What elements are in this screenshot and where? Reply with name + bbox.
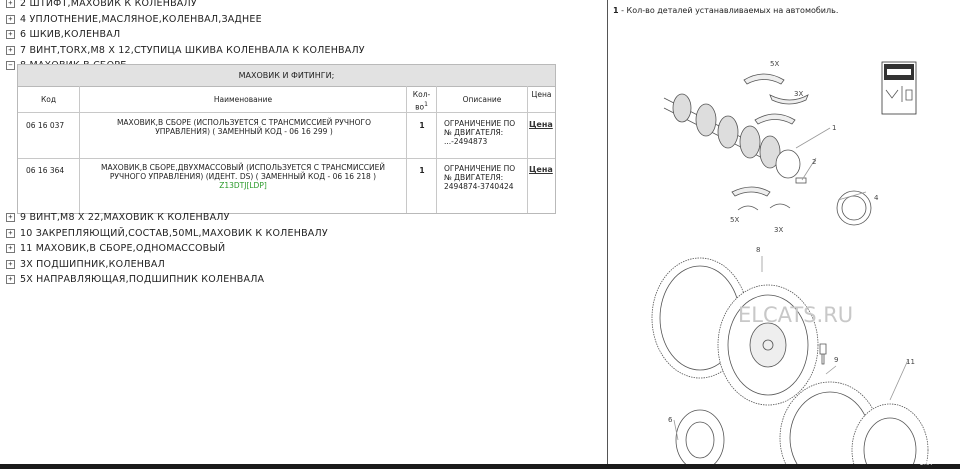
callout-label: 11 [906,358,915,366]
callout-label: 9 [834,356,839,364]
watermark: ELCATS.RU [738,303,854,327]
expand-icon[interactable]: + [6,260,15,269]
tree-item-label[interactable]: 11 МАХОВИК,В СБОРЕ,ОДНОМАССОВЫЙ [20,243,226,254]
row-1-qty: 1 [419,121,425,130]
tree-item-4[interactable] [6,12,365,28]
column-divider [79,86,80,213]
row-1-code[interactable]: 06 16 037 [26,121,65,130]
expand-icon[interactable]: + [6,244,15,253]
thrust-washer [738,206,758,210]
expand-icon[interactable]: + [6,15,15,24]
callout-label: 5X [730,216,740,224]
tree-item-11[interactable] [6,241,328,257]
bearing-shell [755,114,795,124]
row-divider [18,158,555,159]
qty-footnote-mark: 1 [424,101,428,108]
thrust-washer [770,204,790,208]
expand-icon[interactable]: + [6,275,15,284]
parts-tree-top [6,0,365,74]
callout-label: 5X [770,60,780,68]
expand-icon[interactable]: + [6,213,15,222]
expand-icon[interactable]: + [6,30,15,39]
tree-item-label[interactable]: 4 УПЛОТНЕНИЕ,МАСЛЯНОЕ,КОЛЕНВАЛ,ЗАДНЕЕ [20,13,262,25]
tree-item-label[interactable]: 10 ЗАКРЕПЛЯЮЩИЙ,СОСТАВ,50ML,МАХОВИК К КОЛЕНВАЛУ [20,227,328,239]
header-name: Наименование [80,86,407,113]
crankshaft-pulley [676,410,724,464]
row-1-name: МАХОВИК,В СБОРЕ (ИСПОЛЬЗУЕТСЯ С ТРАНСМИССИЕЙ РУЧНОГО УПРАВЛЕНИЯ) ( ЗАМЕННЫЙ КОД - 06 16 299 ) [116,118,372,136]
callout-label: 3X [774,226,784,234]
expand-icon[interactable]: + [6,46,15,55]
tree-item-label[interactable]: 3X ПОДШИПНИК,КОЛЕНВАЛ [20,258,165,270]
callout-label: 1 [832,124,837,132]
header-description: Описание [437,86,528,113]
note-number: 1 [613,6,619,15]
row-1-description: ОГРАНИЧЕНИЕ ПО № ДВИГАТЕЛЯ: ...-2494873 [444,119,516,146]
tree-item-label[interactable]: 7 ВИНТ,TORX,M8 X 12,СТУПИЦА ШКИВА КОЛЕНВАЛА К КОЛЕНВАЛУ [20,44,365,56]
expand-icon[interactable]: + [6,0,15,8]
note-text: - Кол-во деталей устанавливаемых на автомобиль. [618,6,839,15]
expand-icon[interactable]: + [6,229,15,238]
row-2-qty: 1 [419,166,425,175]
dowel-pin [796,178,806,183]
column-divider [527,86,528,213]
parts-tree-bottom [6,210,328,288]
taskbar-clock: 2:07 [920,460,934,467]
column-divider [436,86,437,213]
row-1-price-link[interactable]: Цена [529,120,553,129]
tree-item-3x[interactable] [6,257,328,273]
taskbar [0,464,960,469]
callout-label: 6 [668,416,673,424]
tree-item-label[interactable]: 6 ШКИВ,КОЛЕНВАЛ [20,29,121,40]
single-mass-flywheel [780,382,928,464]
callout-label: 8 [756,246,761,254]
tree-item-5x[interactable] [6,272,328,288]
row-2-price-link[interactable]: Цена [529,165,553,174]
callout-label: 3X [794,90,804,98]
collapse-icon[interactable]: − [6,61,15,70]
bearing-shell [744,74,784,84]
callout-label: 4 [874,194,879,202]
parts-table [17,64,556,214]
tree-item-7[interactable] [6,43,365,59]
panel-divider [607,0,608,469]
callout-label: 2 [812,158,817,166]
table-title: МАХОВИК И ФИТИНГИ; [18,65,555,87]
header-code: Код [18,86,80,113]
row-2-code[interactable]: 06 16 364 [26,166,65,175]
tree-item-2[interactable] [6,0,365,12]
tree-item-10[interactable] [6,226,328,242]
flywheel-bolt [820,344,826,364]
quantity-note [613,6,838,15]
tree-item-label[interactable]: 9 ВИНТ,M8 X 22,МАХОВИК К КОЛЕНВАЛУ [20,212,230,223]
tree-item-9[interactable] [6,210,328,226]
engine-code: Z13DTJ[LDP] [219,181,267,190]
tree-item-6[interactable] [6,27,365,43]
header-price: Цена [528,86,555,113]
bearing-shell [732,187,770,196]
tree-item-label[interactable]: 5X НАПРАВЛЯЮЩАЯ,ПОДШИПНИК КОЛЕНВАЛА [20,274,265,285]
row-2-name-text: МАХОВИК,В СБОРЕ,ДВУХМАССОВЫЙ (ИСПОЛЬЗУЕТСЯ С ТРАНСМИССИЕЙ РУЧНОГО УПРАВЛЕНИЯ) (ИДЕНТ. DS) ( ЗАМЕННЫЙ КОД - 06 16 218 ) [101,163,385,181]
column-divider [406,86,407,213]
row-2-name [86,163,400,190]
row-2-description: ОГРАНИЧЕНИЕ ПО № ДВИГАТЕЛЯ: 2494874-3740424 [444,164,516,191]
crankshaft [664,94,800,178]
flywheel-assembly [652,258,818,405]
exploded-parts-diagram [620,40,950,464]
header-qty: Кол-$во^1$ [407,86,437,113]
tree-item-label[interactable]: 2 ШТИФТ,МАХОВИК К КОЛЕНВАЛУ [20,0,197,9]
